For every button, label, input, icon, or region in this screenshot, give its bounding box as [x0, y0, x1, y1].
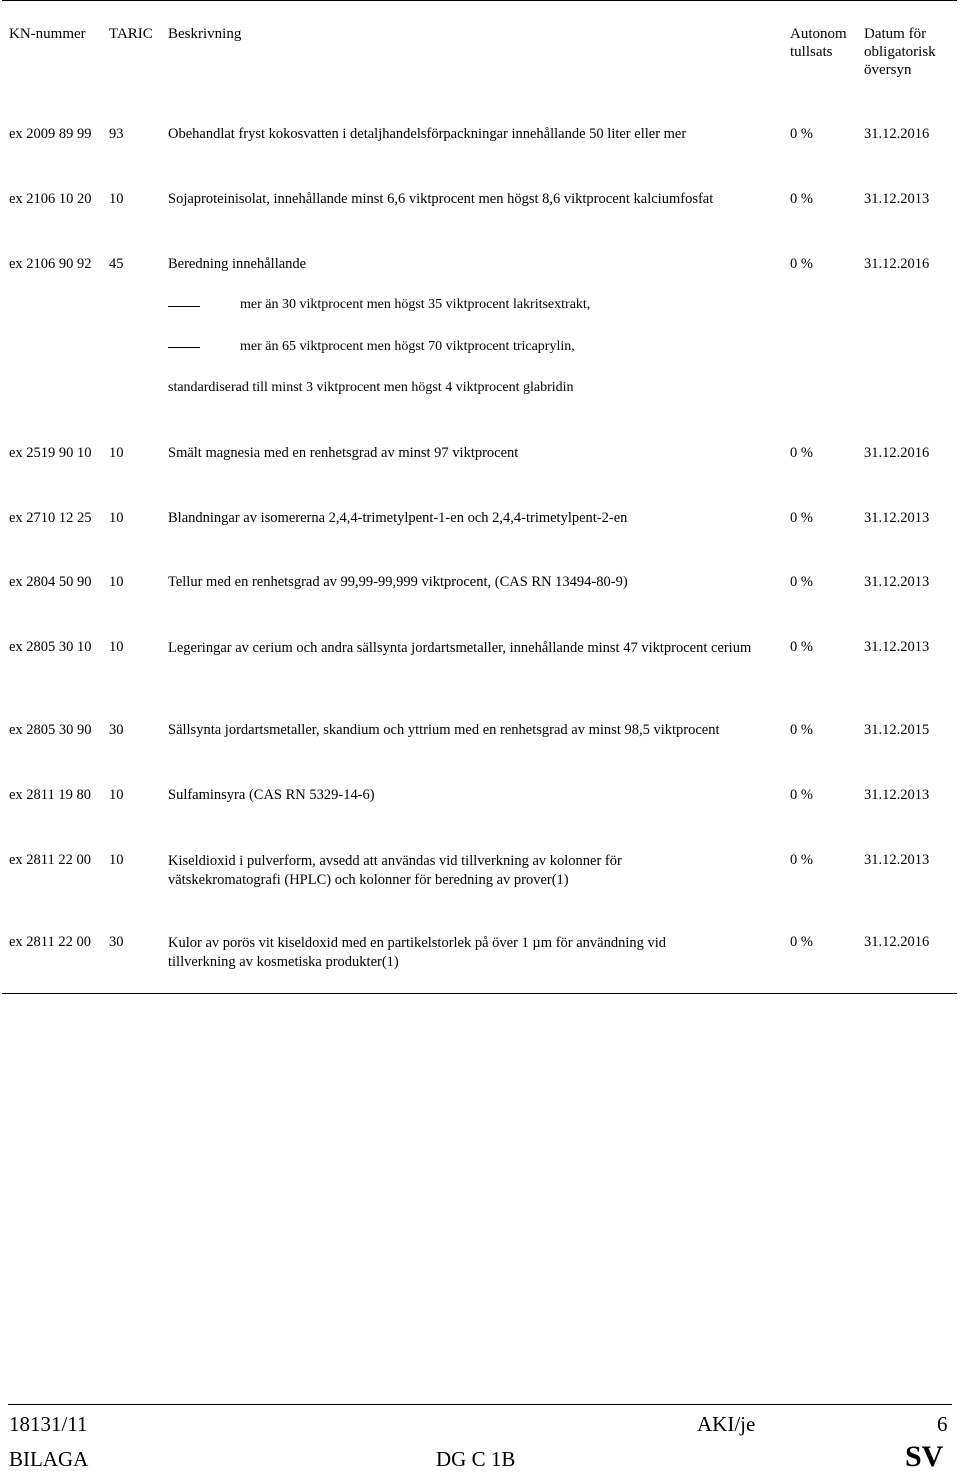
- sub-item: mer än 30 viktprocent men högst 35 viktprocent lakritsextrakt,: [240, 297, 591, 312]
- description: Tellur med en renhetsgrad av 99,99-99,999 viktprocent, (CAS RN 13494-80-9): [168, 574, 628, 590]
- description: Legeringar av cerium och andra sällsynta jordartsmetaller, innehållande minst 47 viktprocent cerium: [168, 640, 752, 656]
- page-number: 6: [937, 1412, 948, 1436]
- review-date: 31.12.2013: [864, 852, 930, 868]
- duty-rate: 0 %: [790, 510, 813, 526]
- duty-rate: 0 %: [790, 574, 813, 590]
- kn-code: ex 2804 50 90: [9, 574, 92, 590]
- kn-code: ex 2811 22 00: [9, 934, 92, 950]
- author-initials: AKI/je: [697, 1412, 756, 1436]
- description: Sojaproteinisolat, innehållande minst 6,6 viktprocent men högst 8,6 viktprocent kalciumfosfat: [168, 191, 714, 207]
- document-reference: 18131/11: [9, 1412, 88, 1436]
- description: Sulfaminsyra (CAS RN 5329-14-6): [168, 787, 375, 803]
- dash-bullet: [168, 306, 200, 307]
- header-rate-1: Autonom: [790, 26, 847, 42]
- taric-code: 45: [109, 256, 124, 272]
- duty-rate: 0 %: [790, 852, 813, 868]
- kn-code: ex 2805 30 90: [9, 722, 92, 738]
- review-date: 31.12.2013: [864, 787, 930, 803]
- duty-rate: 0 %: [790, 126, 813, 142]
- header-rate-2: tullsats: [790, 44, 833, 60]
- kn-code: ex 2805 30 10: [9, 639, 92, 655]
- top-rule: [2, 0, 957, 1]
- footer-rule: [8, 1404, 952, 1405]
- taric-code: 10: [109, 639, 124, 655]
- taric-code: 10: [109, 510, 124, 526]
- duty-rate: 0 %: [790, 722, 813, 738]
- header-desc: Beskrivning: [168, 26, 242, 42]
- taric-code: 30: [109, 934, 124, 950]
- taric-code: 30: [109, 722, 124, 738]
- header-date-3: översyn: [864, 62, 912, 78]
- description: Blandningar av isomererna 2,4,4-trimetylpent-1-en och 2,4,4-trimetylpent-2-en: [168, 510, 628, 526]
- review-date: 31.12.2016: [864, 934, 930, 950]
- kn-code: ex 2106 90 92: [9, 256, 92, 272]
- header-taric: TARIC: [109, 26, 153, 42]
- description: Kulor av porös vit kiseldoxid med en partikelstorlek på över 1 µm för användning vid tillverkning av kosmetiska produkter(1): [168, 935, 667, 970]
- sub-item: mer än 65 viktprocent men högst 70 viktprocent tricaprylin,: [240, 339, 575, 354]
- kn-code: ex 2710 12 25: [9, 510, 92, 526]
- review-date: 31.12.2015: [864, 722, 930, 738]
- kn-code: ex 2811 22 00: [9, 852, 92, 868]
- dash-bullet: [168, 347, 200, 348]
- duty-rate: 0 %: [790, 934, 813, 950]
- language-code: SV: [905, 1440, 944, 1473]
- description: Sällsynta jordartsmetaller, skandium och yttrium med en renhetsgrad av minst 98,5 viktprocent: [168, 722, 720, 738]
- table-bottom-rule: [2, 993, 957, 994]
- sub-item: standardiserad till minst 3 viktprocent men högst 4 viktprocent glabridin: [168, 380, 574, 395]
- description: Smält magnesia med en renhetsgrad av minst 97 viktprocent: [168, 445, 519, 461]
- review-date: 31.12.2016: [864, 126, 930, 142]
- kn-code: ex 2519 90 10: [9, 445, 92, 461]
- kn-code: ex 2811 19 80: [9, 787, 92, 803]
- header-date-1: Datum för: [864, 26, 927, 42]
- description: Beredning innehållande: [168, 256, 307, 272]
- duty-rate: 0 %: [790, 787, 813, 803]
- description: Obehandlat fryst kokosvatten i detaljhandelsförpackningar innehållande 50 liter eller mer: [168, 126, 687, 142]
- review-date: 31.12.2013: [864, 191, 930, 207]
- review-date: 31.12.2013: [864, 574, 930, 590]
- taric-code: 10: [109, 574, 124, 590]
- annex-label: BILAGA: [9, 1447, 89, 1471]
- duty-rate: 0 %: [790, 639, 813, 655]
- taric-code: 10: [109, 852, 124, 868]
- taric-code: 10: [109, 445, 124, 461]
- review-date: 31.12.2013: [864, 639, 930, 655]
- taric-code: 10: [109, 191, 124, 207]
- review-date: 31.12.2013: [864, 510, 930, 526]
- duty-rate: 0 %: [790, 445, 813, 461]
- description: Kiseldioxid i pulverform, avsedd att användas vid tillverkning av kolonner för vätskekromatografi (HPLC) och kolonner för beredning av prover(1): [168, 853, 622, 888]
- department-code: DG C 1B: [436, 1447, 516, 1471]
- kn-code: ex 2106 10 20: [9, 191, 92, 207]
- header-kn: KN-nummer: [9, 26, 86, 42]
- header-date-2: obligatorisk: [864, 44, 936, 60]
- duty-rate: 0 %: [790, 191, 813, 207]
- review-date: 31.12.2016: [864, 445, 930, 461]
- taric-code: 93: [109, 126, 124, 142]
- review-date: 31.12.2016: [864, 256, 930, 272]
- duty-rate: 0 %: [790, 256, 813, 272]
- taric-code: 10: [109, 787, 124, 803]
- kn-code: ex 2009 89 99: [9, 126, 92, 142]
